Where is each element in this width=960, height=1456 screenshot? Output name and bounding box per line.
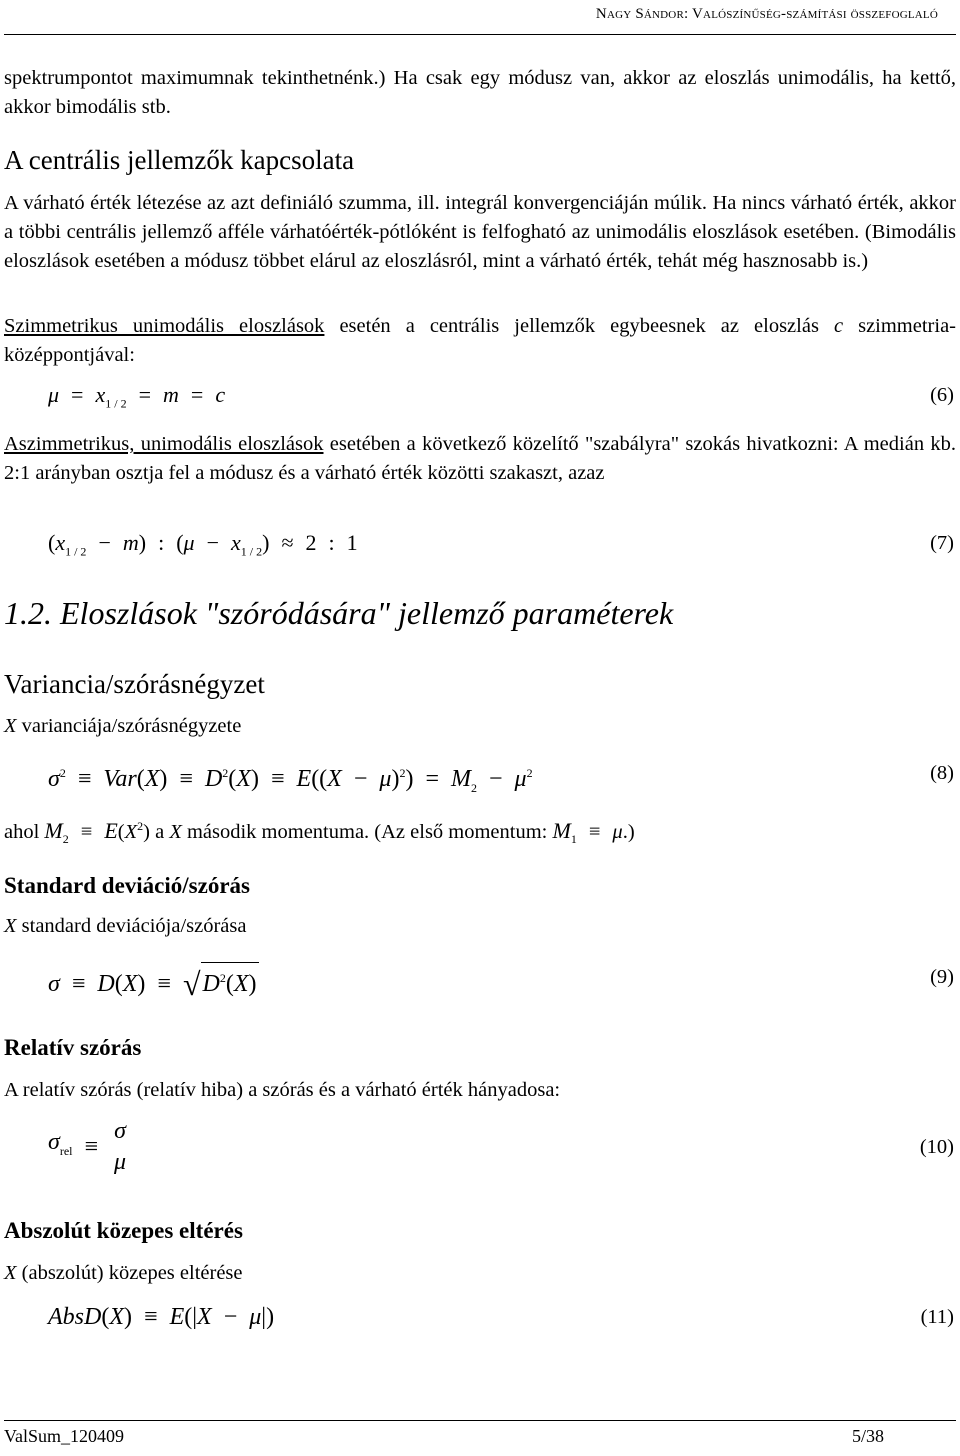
paragraph-rel-intro: A relatív szórás (relatív hiba) a szórás és a várható érték hányadosa: bbox=[4, 1079, 561, 1101]
equation-number-11: (11) bbox=[920, 1306, 954, 1328]
footer-doc-id: ValSum_120409 bbox=[4, 1426, 125, 1446]
chapter-title: 1.2. Eloszlások "szóródására" jellemző paraméterek bbox=[4, 595, 674, 631]
paragraph-modus-end: spektrumpontot maximumnak tekinthetnénk.) Ha csak egy módusz van, akkor az eloszlás unimodális, ha kettő, akkor bimodális stb. bbox=[4, 67, 956, 118]
equation-11: AbsD(X) ≡ E(|X − μ|) bbox=[48, 1304, 275, 1330]
paragraph-abs-intro: X (abszolút) közepes eltérése bbox=[4, 1262, 243, 1284]
paragraph-symmetric: Szimmetrikus unimodális eloszlások esetén a centrális jellemzők egybeesnek az eloszlás c szimmetria-középpontjával: bbox=[4, 315, 956, 366]
equation-number-6: (6) bbox=[930, 384, 954, 406]
underlined-asymmetric: Aszimmetrikus, unimodális eloszlások bbox=[4, 433, 324, 455]
paragraph-expectation: A várható érték létezése az azt definiáló szumma, ill. integrál konvergenciáján múlik. Ha nincs várható érték, akkor a többi centrális jellemző afféle várhatóérték-pótlóként is felfogható az unimodális eloszlások esetében. (Bimodális eloszlások esetében a módusz többet elárul az eloszlásról, mint a várható érték, tehát még hasznosabb is.) bbox=[4, 192, 956, 272]
equation-number-10: (10) bbox=[919, 1136, 954, 1158]
equation-6: $\mu = x_{1 / 2} = m = c$ bbox=[48, 382, 226, 411]
underlined-symmetric: Szimmetrikus unimodális eloszlások bbox=[4, 315, 325, 337]
footer-page-number: 5/38 bbox=[851, 1426, 884, 1446]
section-title-variance: Variancia/szórásnégyzet bbox=[4, 669, 265, 699]
running-header: Nagy Sándor: Valószínűség-számítási összefoglaló bbox=[595, 6, 938, 22]
subsection-title-abs: Abszolút közepes eltérés bbox=[4, 1218, 243, 1243]
header-rule bbox=[4, 34, 956, 35]
section-title-central: A centrális jellemzők kapcsolata bbox=[4, 145, 355, 175]
paragraph-variance-intro: X varianciája/szórásnégyzete bbox=[4, 715, 242, 737]
equation-number-9: (9) bbox=[930, 966, 954, 988]
equation-8: $\sigma^2 \equiv Var(X) \equiv D^2(X) \equiv E((X - \mu)^2) = M_2 - \mu^2$ bbox=[48, 766, 533, 795]
equation-number-7: (7) bbox=[930, 532, 954, 554]
equation-9: $\sigma \equiv D(X) \equiv √D^2(X)$ bbox=[48, 962, 259, 999]
equation-10: $\sigma_{rel}$ ≡ σ μ bbox=[48, 1118, 127, 1175]
equation-number-8: (8) bbox=[930, 762, 954, 784]
paragraph-second-moment: ahol $M_2 \equiv E(X^2)$ a X második momentuma. (Az első momentum: $M_1 \equiv \mu$.) bbox=[4, 817, 635, 846]
equation-7: $(x_{1 / 2} - m)$ : $(\mu - x_{1 / 2}) \approx 2$ : 1 bbox=[48, 530, 358, 559]
paragraph-asymmetric: Aszimmetrikus, unimodális eloszlások esetében a következő közelítő "szabályra" szokás hivatkozni: A medián kb. 2:1 arányban osztja fel a módusz és a várható érték közötti szakaszt, azaz bbox=[4, 433, 956, 484]
paragraph-std-intro: X standard deviációja/szórása bbox=[4, 915, 247, 937]
symbol-c: c bbox=[833, 315, 844, 337]
subsection-title-std: Standard deviáció/szórás bbox=[4, 873, 250, 898]
subsection-title-rel: Relatív szórás bbox=[4, 1035, 142, 1060]
footer-rule bbox=[4, 1420, 956, 1421]
